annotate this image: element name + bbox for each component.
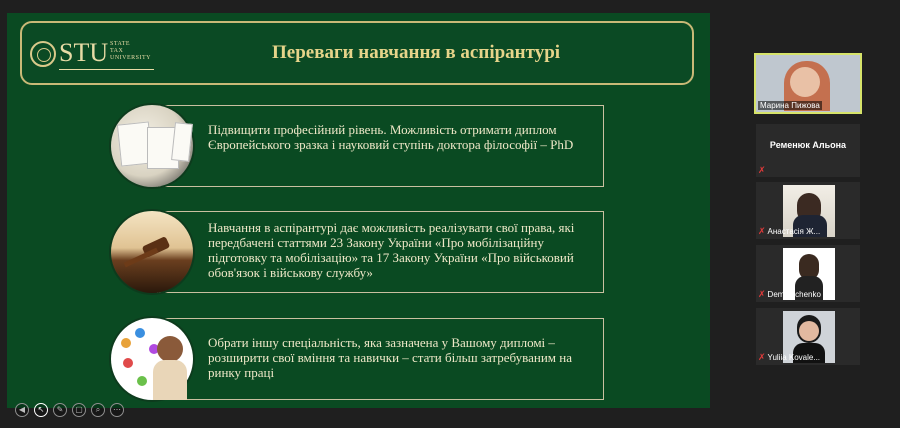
participant-name: ✗ Demianchenko	[758, 289, 821, 299]
more-options-button[interactable]: ⋯	[110, 403, 124, 417]
mic-muted-icon: ✗	[758, 165, 766, 175]
benefit-text: Підвищити професійний рівень. Можливість отримати диплом Європейського зразка і науковий ступінь доктора філософії – PhD	[208, 122, 574, 152]
university-logo	[30, 39, 150, 71]
participant-tile[interactable]	[756, 124, 860, 177]
logo-subtitle: STATE TAX UNIVERSITY	[110, 41, 151, 61]
participant-name: ✗ Анастасія Ж...	[758, 226, 821, 236]
mic-muted-icon: ✗	[758, 289, 766, 299]
zoom-button[interactable]: ⌕	[91, 403, 105, 417]
participant-name: ✗ Yuliia Kovale...	[758, 352, 821, 362]
mic-muted-icon: ✗	[758, 226, 766, 236]
participant-tile-active[interactable]	[754, 53, 862, 114]
participant-tile[interactable]	[756, 245, 860, 302]
slide-header	[20, 21, 694, 85]
participant-tile[interactable]	[756, 182, 860, 239]
gavel-image	[111, 211, 193, 293]
skills-image	[111, 318, 193, 400]
mic-muted-icon: ✗	[758, 352, 766, 362]
logo-abbr: STU	[59, 38, 109, 67]
benefit-item-2	[157, 211, 604, 293]
benefit-text: Обрати іншу спеціальність, яка зазначена у Вашому дипломі – розширити свої вміння та навички – стати більш затребуваним на ринку праці	[208, 335, 573, 380]
logo-underline	[59, 69, 154, 70]
slide-toolbar	[15, 403, 124, 419]
slides-grid-button[interactable]: ▢	[72, 403, 86, 417]
participant-tile[interactable]	[756, 308, 860, 365]
benefit-text: Навчання в аспірантурі дає можливість реалізувати свої права, які передбачені статтями 23 Закону України «Про мобілізаційну підготовку та мобілізацію» та 17 Закону України «Про військовий обов'язок і військову службу»	[208, 220, 575, 280]
benefit-item-1	[157, 105, 604, 187]
pen-tool-button[interactable]: ✎	[53, 403, 67, 417]
diploma-image	[111, 105, 193, 187]
presentation-slide	[7, 13, 710, 414]
participant-name: Марина Пижова	[760, 101, 820, 110]
slide-title: Переваги навчання в аспірантурі	[272, 42, 561, 63]
pointer-tool-button[interactable]: ↖	[34, 403, 48, 417]
prev-slide-button[interactable]: ◀	[15, 403, 29, 417]
participant-name: Ременюк Альона	[769, 140, 847, 150]
seal-icon	[30, 41, 56, 67]
benefit-item-3	[157, 318, 604, 400]
